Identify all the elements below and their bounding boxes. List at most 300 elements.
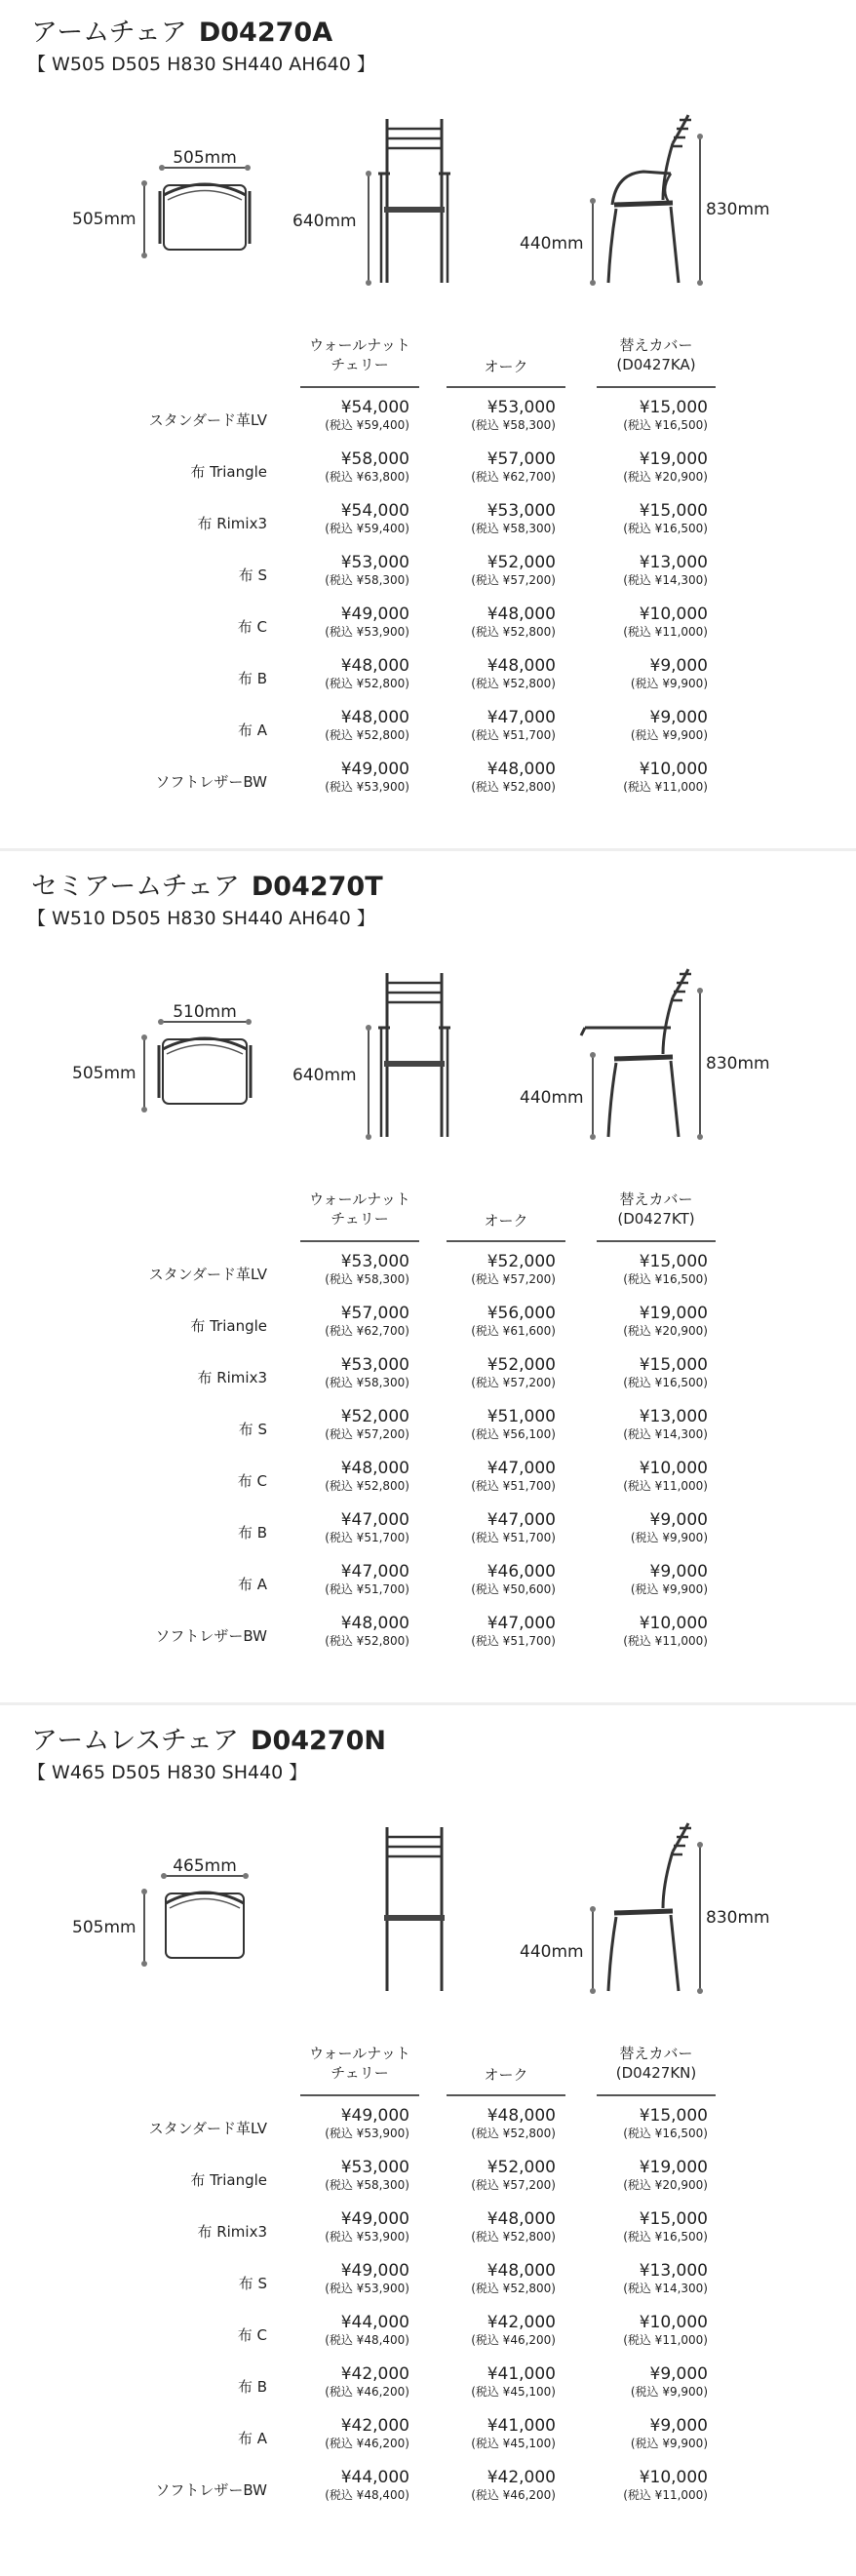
product-section	[0, 854, 856, 1693]
product-name: セミアームチェア	[31, 872, 240, 902]
price-excl-tax: ¥48,000	[340, 708, 409, 727]
header-cherry: チェリー	[331, 2064, 389, 2082]
row-label: 布 Rimix3	[197, 515, 267, 532]
column-header-rule	[597, 1240, 716, 1242]
price-excl-tax: ¥10,000	[639, 2313, 708, 2332]
price-incl-tax: (税込 ¥52,800)	[471, 2127, 556, 2140]
price-cell-walnut	[291, 2158, 409, 2193]
depth-label: 505mm	[72, 1918, 136, 1937]
price-cell-oak	[437, 708, 556, 743]
width-label: 505mm	[173, 148, 237, 168]
price-excl-tax: ¥42,000	[340, 2416, 409, 2436]
header-cover-code: (D0427KA)	[616, 356, 696, 373]
price-incl-tax: (税込 ¥14,300)	[623, 2282, 708, 2295]
price-incl-tax: (税込 ¥45,100)	[471, 2385, 556, 2399]
price-excl-tax: ¥57,000	[486, 449, 556, 469]
price-excl-tax: ¥42,000	[486, 2468, 556, 2487]
column-header-rule	[597, 2094, 716, 2096]
price-incl-tax: (税込 ¥58,300)	[471, 522, 556, 535]
price-cell-cover	[589, 1304, 708, 1339]
price-incl-tax: (税込 ¥51,700)	[471, 1634, 556, 1648]
price-cell-cover	[589, 1614, 708, 1649]
row-label: 布 Rimix3	[197, 1369, 267, 1386]
price-incl-tax: (税込 ¥11,000)	[623, 1634, 708, 1648]
price-cell-oak	[437, 1304, 556, 1339]
price-excl-tax: ¥51,000	[486, 1407, 556, 1426]
price-incl-tax: (税込 ¥57,200)	[471, 1376, 556, 1389]
price-excl-tax: ¥47,000	[486, 708, 556, 727]
price-excl-tax: ¥19,000	[639, 1304, 708, 1323]
price-excl-tax: ¥48,000	[486, 2261, 556, 2281]
price-excl-tax: ¥42,000	[340, 2364, 409, 2384]
column-header-cover	[597, 1190, 716, 1229]
price-cell-cover	[589, 2364, 708, 2400]
price-cell-walnut	[291, 656, 409, 691]
price-excl-tax: ¥49,000	[340, 2261, 409, 2281]
product-code: D04270T	[251, 872, 383, 902]
price-excl-tax: ¥54,000	[340, 398, 409, 417]
price-cell-walnut	[291, 2209, 409, 2244]
price-cell-oak	[437, 553, 556, 588]
price-incl-tax: (税込 ¥57,200)	[471, 2178, 556, 2192]
row-label: 布 C	[237, 2326, 267, 2344]
price-cell-oak	[437, 656, 556, 691]
row-label: スタンダード革LV	[148, 411, 267, 429]
price-cell-oak	[437, 760, 556, 795]
price-cell-oak	[437, 2364, 556, 2400]
row-label: 布 Triangle	[190, 1317, 267, 1335]
price-cell-walnut	[291, 501, 409, 536]
price-incl-tax: (税込 ¥48,400)	[325, 2488, 409, 2502]
price-incl-tax: (税込 ¥46,200)	[325, 2437, 409, 2450]
price-cell-cover	[589, 553, 708, 588]
row-label: ソフトレザーBW	[155, 1627, 267, 1645]
price-cell-walnut	[291, 1252, 409, 1287]
header-walnut: ウォールナット	[309, 1190, 410, 1208]
price-cell-walnut	[291, 2364, 409, 2400]
price-cell-walnut	[291, 398, 409, 433]
price-cell-oak	[437, 2158, 556, 2193]
price-cell-cover	[589, 2106, 708, 2141]
price-excl-tax: ¥9,000	[649, 2416, 708, 2436]
product-name: アームレスチェア	[31, 1726, 240, 1756]
product-code: D04270N	[251, 1726, 386, 1756]
price-incl-tax: (税込 ¥58,300)	[325, 1376, 409, 1389]
price-cell-walnut	[291, 605, 409, 640]
price-cell-oak	[437, 2261, 556, 2296]
price-incl-tax: (税込 ¥16,500)	[623, 2127, 708, 2140]
seat-height-label: 440mm	[520, 1942, 584, 1962]
price-cell-cover	[589, 2209, 708, 2244]
header-cover-code: (D0427KN)	[615, 2064, 697, 2082]
price-incl-tax: (税込 ¥14,300)	[623, 573, 708, 587]
price-excl-tax: ¥9,000	[649, 1562, 708, 1581]
price-excl-tax: ¥49,000	[340, 2209, 409, 2229]
price-excl-tax: ¥15,000	[639, 501, 708, 521]
price-excl-tax: ¥9,000	[649, 656, 708, 676]
price-cell-oak	[437, 449, 556, 485]
row-label: 布 Triangle	[190, 2171, 267, 2189]
price-incl-tax: (税込 ¥52,800)	[471, 780, 556, 794]
price-incl-tax: (税込 ¥52,800)	[471, 2230, 556, 2244]
price-incl-tax: (税込 ¥50,600)	[471, 1582, 556, 1596]
price-cell-oak	[437, 1252, 556, 1287]
price-incl-tax: (税込 ¥11,000)	[623, 625, 708, 639]
price-cell-cover	[589, 605, 708, 640]
price-excl-tax: ¥57,000	[340, 1304, 409, 1323]
price-incl-tax: (税込 ¥20,900)	[623, 2178, 708, 2192]
price-excl-tax: ¥53,000	[340, 553, 409, 572]
price-incl-tax: (税込 ¥11,000)	[623, 2488, 708, 2502]
price-incl-tax: (税込 ¥59,400)	[325, 418, 409, 432]
header-cover-code: (D0427KT)	[617, 1210, 695, 1228]
price-table	[0, 1708, 856, 2547]
height-label: 830mm	[706, 1054, 770, 1073]
price-cell-oak	[437, 2313, 556, 2348]
height-label: 830mm	[706, 200, 770, 219]
price-cell-walnut	[291, 2106, 409, 2141]
price-cell-walnut	[291, 1407, 409, 1442]
price-excl-tax: ¥52,000	[486, 553, 556, 572]
column-header-cover	[597, 2044, 716, 2083]
price-cell-walnut	[291, 1562, 409, 1597]
price-incl-tax: (税込 ¥9,900)	[630, 2385, 708, 2399]
price-cell-oak	[437, 2416, 556, 2451]
price-incl-tax: (税込 ¥48,400)	[325, 2333, 409, 2347]
row-label: 布 B	[237, 1524, 267, 1542]
price-excl-tax: ¥53,000	[486, 501, 556, 521]
height-label: 830mm	[706, 1908, 770, 1928]
price-incl-tax: (税込 ¥11,000)	[623, 780, 708, 794]
price-excl-tax: ¥52,000	[486, 1252, 556, 1271]
row-label: スタンダード革LV	[148, 2120, 267, 2137]
price-excl-tax: ¥15,000	[639, 1355, 708, 1375]
price-incl-tax: (税込 ¥16,500)	[623, 522, 708, 535]
price-cell-oak	[437, 1407, 556, 1442]
price-incl-tax: (税込 ¥57,200)	[325, 1427, 409, 1441]
price-cell-cover	[589, 449, 708, 485]
price-cell-oak	[437, 1614, 556, 1649]
price-excl-tax: ¥53,000	[340, 1252, 409, 1271]
product-dimensions: 【 W510 D505 H830 SH440 AH640 】	[27, 908, 375, 929]
price-cell-walnut	[291, 1355, 409, 1390]
price-incl-tax: (税込 ¥53,900)	[325, 780, 409, 794]
price-incl-tax: (税込 ¥16,500)	[623, 2230, 708, 2244]
price-incl-tax: (税込 ¥52,800)	[325, 1479, 409, 1493]
price-cell-cover	[589, 398, 708, 433]
price-cell-walnut	[291, 1459, 409, 1494]
price-excl-tax: ¥15,000	[639, 2209, 708, 2229]
arm-height-label: 640mm	[292, 212, 357, 231]
price-incl-tax: (税込 ¥56,100)	[471, 1427, 556, 1441]
price-excl-tax: ¥19,000	[639, 2158, 708, 2177]
row-label: 布 B	[237, 2378, 267, 2396]
price-excl-tax: ¥44,000	[340, 2313, 409, 2332]
price-cell-cover	[589, 1510, 708, 1545]
price-excl-tax: ¥49,000	[340, 2106, 409, 2126]
price-cell-cover	[589, 656, 708, 691]
price-excl-tax: ¥52,000	[340, 1407, 409, 1426]
price-excl-tax: ¥46,000	[486, 1562, 556, 1581]
price-excl-tax: ¥15,000	[639, 2106, 708, 2126]
price-excl-tax: ¥13,000	[639, 553, 708, 572]
column-header-walnut-cherry	[300, 2044, 419, 2083]
column-header-rule	[447, 2094, 565, 2096]
row-label: 布 A	[237, 722, 267, 739]
price-cell-oak	[437, 1459, 556, 1494]
price-cell-walnut	[291, 2468, 409, 2503]
header-cover-label: 替えカバー	[619, 2045, 693, 2062]
price-incl-tax: (税込 ¥59,400)	[325, 522, 409, 535]
price-cell-walnut	[291, 1614, 409, 1649]
price-incl-tax: (税込 ¥52,800)	[325, 1634, 409, 1648]
price-cell-cover	[589, 1355, 708, 1390]
price-cell-walnut	[291, 2416, 409, 2451]
price-cell-cover	[589, 2261, 708, 2296]
price-incl-tax: (税込 ¥53,900)	[325, 625, 409, 639]
price-cell-cover	[589, 708, 708, 743]
header-walnut: ウォールナット	[309, 336, 410, 354]
price-incl-tax: (税込 ¥14,300)	[623, 1427, 708, 1441]
price-incl-tax: (税込 ¥52,800)	[325, 677, 409, 690]
price-excl-tax: ¥10,000	[639, 2468, 708, 2487]
price-cell-walnut	[291, 553, 409, 588]
price-cell-cover	[589, 1407, 708, 1442]
price-incl-tax: (税込 ¥16,500)	[623, 418, 708, 432]
price-incl-tax: (税込 ¥46,200)	[471, 2333, 556, 2347]
price-incl-tax: (税込 ¥51,700)	[325, 1582, 409, 1596]
row-label: 布 C	[237, 618, 267, 636]
price-excl-tax: ¥42,000	[486, 2313, 556, 2332]
price-excl-tax: ¥44,000	[340, 2468, 409, 2487]
price-incl-tax: (税込 ¥20,900)	[623, 470, 708, 484]
price-excl-tax: ¥48,000	[486, 2209, 556, 2229]
price-incl-tax: (税込 ¥45,100)	[471, 2437, 556, 2450]
price-incl-tax: (税込 ¥61,600)	[471, 1324, 556, 1338]
price-incl-tax: (税込 ¥63,800)	[325, 470, 409, 484]
price-cell-cover	[589, 1459, 708, 1494]
header-cover-label: 替えカバー	[619, 336, 693, 354]
price-incl-tax: (税込 ¥16,500)	[623, 1272, 708, 1286]
column-header-rule	[300, 1240, 419, 1242]
price-incl-tax: (税込 ¥11,000)	[623, 1479, 708, 1493]
row-label: 布 A	[237, 2430, 267, 2447]
price-excl-tax: ¥10,000	[639, 760, 708, 779]
price-excl-tax: ¥41,000	[486, 2416, 556, 2436]
price-cell-cover	[589, 501, 708, 536]
row-label: 布 B	[237, 670, 267, 687]
column-header-walnut-cherry	[300, 335, 419, 374]
product-section	[0, 1708, 856, 2547]
row-label: ソフトレザーBW	[155, 2481, 267, 2499]
price-incl-tax: (税込 ¥53,900)	[325, 2127, 409, 2140]
depth-label: 505mm	[72, 1064, 136, 1083]
price-excl-tax: ¥54,000	[340, 501, 409, 521]
product-code: D04270A	[198, 18, 333, 48]
price-excl-tax: ¥13,000	[639, 2261, 708, 2281]
column-header-oak: オーク	[484, 1212, 528, 1229]
price-cell-oak	[437, 398, 556, 433]
price-cell-cover	[589, 2468, 708, 2503]
price-excl-tax: ¥15,000	[639, 398, 708, 417]
price-cell-oak	[437, 1355, 556, 1390]
price-excl-tax: ¥48,000	[340, 656, 409, 676]
price-cell-walnut	[291, 449, 409, 485]
price-incl-tax: (税込 ¥9,900)	[630, 677, 708, 690]
price-incl-tax: (税込 ¥58,300)	[325, 573, 409, 587]
price-excl-tax: ¥52,000	[486, 1355, 556, 1375]
price-excl-tax: ¥53,000	[340, 1355, 409, 1375]
column-header-rule	[597, 386, 716, 388]
row-label: 布 A	[237, 1576, 267, 1593]
price-cell-oak	[437, 501, 556, 536]
seat-height-label: 440mm	[520, 234, 584, 254]
price-excl-tax: ¥49,000	[340, 605, 409, 624]
price-excl-tax: ¥49,000	[340, 760, 409, 779]
price-cell-walnut	[291, 708, 409, 743]
price-excl-tax: ¥10,000	[639, 1459, 708, 1478]
price-excl-tax: ¥47,000	[486, 1459, 556, 1478]
price-cell-cover	[589, 2158, 708, 2193]
price-cell-walnut	[291, 2313, 409, 2348]
price-cell-oak	[437, 1562, 556, 1597]
price-excl-tax: ¥48,000	[486, 605, 556, 624]
price-excl-tax: ¥53,000	[340, 2158, 409, 2177]
price-incl-tax: (税込 ¥11,000)	[623, 2333, 708, 2347]
row-label: 布 S	[238, 566, 267, 584]
price-cell-walnut	[291, 1304, 409, 1339]
price-incl-tax: (税込 ¥9,900)	[630, 728, 708, 742]
price-incl-tax: (税込 ¥51,700)	[471, 728, 556, 742]
price-table	[0, 854, 856, 1693]
price-incl-tax: (税込 ¥52,800)	[471, 625, 556, 639]
depth-label: 505mm	[72, 210, 136, 229]
column-header-oak: オーク	[484, 358, 528, 375]
price-excl-tax: ¥48,000	[486, 656, 556, 676]
row-label: スタンダード革LV	[148, 1266, 267, 1283]
price-incl-tax: (税込 ¥58,300)	[325, 1272, 409, 1286]
width-label: 510mm	[173, 1002, 237, 1022]
price-incl-tax: (税込 ¥52,800)	[471, 2282, 556, 2295]
section-divider	[0, 1702, 856, 1705]
price-excl-tax: ¥47,000	[340, 1562, 409, 1581]
price-incl-tax: (税込 ¥16,500)	[623, 1376, 708, 1389]
price-excl-tax: ¥9,000	[649, 2364, 708, 2384]
price-incl-tax: (税込 ¥9,900)	[630, 2437, 708, 2450]
arm-height-label: 640mm	[292, 1066, 357, 1085]
price-excl-tax: ¥58,000	[340, 449, 409, 469]
price-incl-tax: (税込 ¥52,800)	[471, 677, 556, 690]
price-excl-tax: ¥10,000	[639, 605, 708, 624]
price-incl-tax: (税込 ¥53,900)	[325, 2282, 409, 2295]
price-incl-tax: (税込 ¥51,700)	[471, 1479, 556, 1493]
seat-height-label: 440mm	[520, 1088, 584, 1108]
price-cell-oak	[437, 2209, 556, 2244]
price-incl-tax: (税込 ¥62,700)	[325, 1324, 409, 1338]
row-label: 布 S	[238, 1421, 267, 1438]
price-incl-tax: (税込 ¥46,200)	[325, 2385, 409, 2399]
price-cell-oak	[437, 1510, 556, 1545]
header-cherry: チェリー	[331, 356, 389, 373]
price-cell-cover	[589, 760, 708, 795]
price-cell-walnut	[291, 2261, 409, 2296]
price-cell-oak	[437, 605, 556, 640]
row-label: 布 C	[237, 1472, 267, 1490]
price-cell-cover	[589, 2416, 708, 2451]
product-dimensions: 【 W505 D505 H830 SH440 AH640 】	[27, 54, 375, 75]
product-name: アームチェア	[31, 18, 187, 48]
price-incl-tax: (税込 ¥51,700)	[471, 1531, 556, 1544]
price-excl-tax: ¥47,000	[486, 1510, 556, 1530]
price-excl-tax: ¥13,000	[639, 1407, 708, 1426]
price-incl-tax: (税込 ¥57,200)	[471, 1272, 556, 1286]
price-incl-tax: (税込 ¥20,900)	[623, 1324, 708, 1338]
price-incl-tax: (税込 ¥52,800)	[325, 728, 409, 742]
row-label: 布 S	[238, 2275, 267, 2292]
row-label: 布 Rimix3	[197, 2223, 267, 2241]
price-excl-tax: ¥48,000	[340, 1459, 409, 1478]
price-incl-tax: (税込 ¥53,900)	[325, 2230, 409, 2244]
price-excl-tax: ¥48,000	[486, 2106, 556, 2126]
price-cell-oak	[437, 2468, 556, 2503]
width-label: 465mm	[173, 1856, 237, 1876]
row-label: 布 Triangle	[190, 463, 267, 481]
price-excl-tax: ¥56,000	[486, 1304, 556, 1323]
price-excl-tax: ¥9,000	[649, 708, 708, 727]
price-cell-walnut	[291, 760, 409, 795]
column-header-rule	[300, 386, 419, 388]
product-section	[0, 0, 856, 839]
price-incl-tax: (税込 ¥9,900)	[630, 1531, 708, 1544]
price-cell-cover	[589, 1252, 708, 1287]
section-divider	[0, 848, 856, 851]
column-header-cover	[597, 335, 716, 374]
price-excl-tax: ¥15,000	[639, 1252, 708, 1271]
price-incl-tax: (税込 ¥9,900)	[630, 1582, 708, 1596]
price-excl-tax: ¥19,000	[639, 449, 708, 469]
price-incl-tax: (税込 ¥58,300)	[471, 418, 556, 432]
price-cell-oak	[437, 2106, 556, 2141]
price-excl-tax: ¥47,000	[340, 1510, 409, 1530]
price-cell-cover	[589, 2313, 708, 2348]
header-cover-label: 替えカバー	[619, 1190, 693, 1208]
price-cell-walnut	[291, 1510, 409, 1545]
price-excl-tax: ¥47,000	[486, 1614, 556, 1633]
price-excl-tax: ¥10,000	[639, 1614, 708, 1633]
header-walnut: ウォールナット	[309, 2045, 410, 2062]
price-table	[0, 0, 856, 839]
price-excl-tax: ¥48,000	[486, 760, 556, 779]
price-incl-tax: (税込 ¥51,700)	[325, 1531, 409, 1544]
price-incl-tax: (税込 ¥58,300)	[325, 2178, 409, 2192]
header-cherry: チェリー	[331, 1210, 389, 1228]
column-header-oak: オーク	[484, 2066, 528, 2084]
price-incl-tax: (税込 ¥62,700)	[471, 470, 556, 484]
column-header-rule	[300, 2094, 419, 2096]
column-header-rule	[447, 386, 565, 388]
price-excl-tax: ¥53,000	[486, 398, 556, 417]
product-dimensions: 【 W465 D505 H830 SH440 】	[27, 1762, 308, 1783]
price-excl-tax: ¥52,000	[486, 2158, 556, 2177]
price-excl-tax: ¥41,000	[486, 2364, 556, 2384]
price-excl-tax: ¥48,000	[340, 1614, 409, 1633]
price-incl-tax: (税込 ¥57,200)	[471, 573, 556, 587]
price-excl-tax: ¥9,000	[649, 1510, 708, 1530]
column-header-walnut-cherry	[300, 1190, 419, 1229]
row-label: ソフトレザーBW	[155, 773, 267, 791]
price-incl-tax: (税込 ¥46,200)	[471, 2488, 556, 2502]
price-cell-cover	[589, 1562, 708, 1597]
